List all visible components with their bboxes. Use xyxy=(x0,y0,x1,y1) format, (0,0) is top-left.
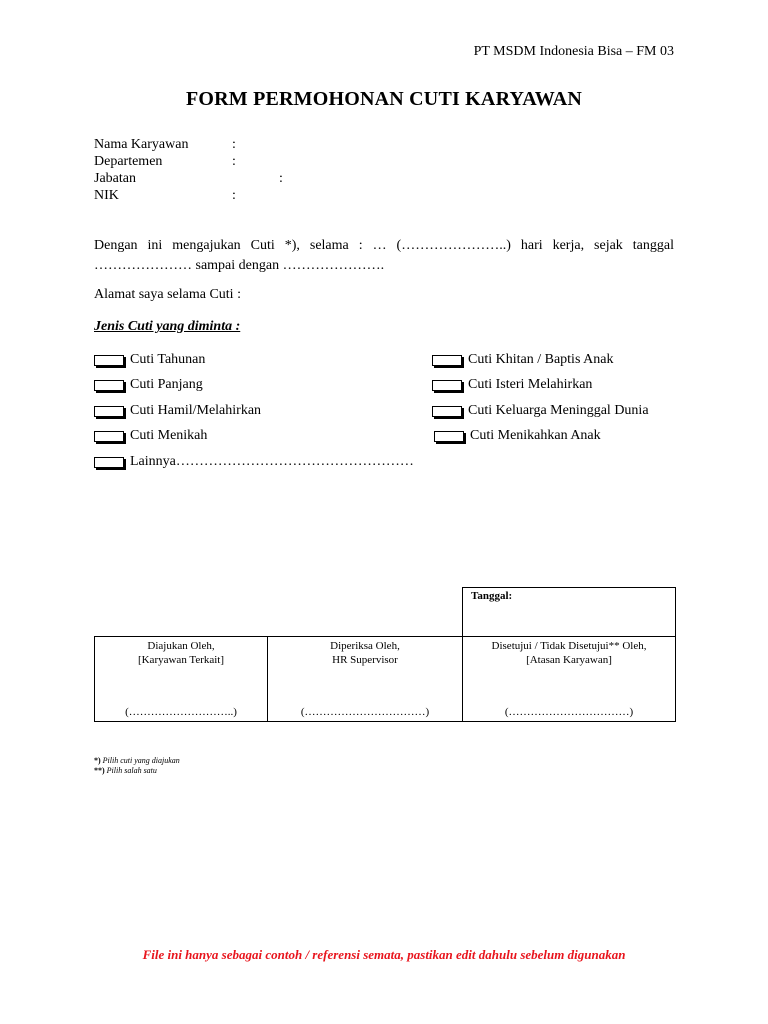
footnote-text: Pilih cuti yang diajukan xyxy=(102,756,180,765)
checkbox[interactable] xyxy=(94,457,124,468)
checkbox[interactable] xyxy=(94,431,124,442)
leave-option-cuti-isteri-melahirkan[interactable] xyxy=(432,377,592,393)
field-nama-karyawan-colon: : xyxy=(232,137,236,152)
leave-option-label: Cuti Hamil/Melahirkan xyxy=(130,403,262,418)
footnote-1 xyxy=(94,756,180,765)
signature-cell-disetujui[interactable] xyxy=(463,637,675,721)
checkbox[interactable] xyxy=(432,380,462,391)
field-departemen-label: Departemen xyxy=(94,154,163,169)
leave-option-label: Cuti Tahunan xyxy=(130,352,206,367)
signature-line: (……………………………) xyxy=(300,706,430,718)
footnote-2 xyxy=(94,766,157,775)
field-nama-karyawan-label: Nama Karyawan xyxy=(94,137,189,152)
signature-table xyxy=(94,636,676,722)
checkbox[interactable] xyxy=(94,380,124,391)
leave-option-cuti-tahunan[interactable] xyxy=(94,352,205,368)
checkbox[interactable] xyxy=(434,431,464,442)
leave-option-cuti-hamil[interactable] xyxy=(94,403,261,419)
leave-option-cuti-khitan[interactable] xyxy=(432,352,613,368)
checkbox[interactable] xyxy=(432,355,462,366)
field-jabatan-colon: : xyxy=(279,171,283,186)
checkbox[interactable] xyxy=(432,406,462,417)
signature-subrole: [Atasan Karyawan] xyxy=(526,654,612,666)
signature-line: (……………………………) xyxy=(504,706,634,718)
disclaimer-text: File ini hanya sebagai contoh / referensi semata, pastikan edit dahulu sebelum digunakan xyxy=(142,947,626,962)
leave-option-cuti-menikah[interactable] xyxy=(94,428,207,444)
leave-option-cuti-panjang[interactable] xyxy=(94,377,203,393)
form-title: FORM PERMOHONAN CUTI KARYAWAN xyxy=(185,88,583,110)
leave-type-heading: Jenis Cuti yang diminta : xyxy=(94,319,241,334)
leave-option-label: Cuti Panjang xyxy=(130,377,203,392)
field-nik-label: NIK xyxy=(94,188,119,203)
leave-option-label: Cuti Keluarga Meninggal Dunia xyxy=(468,403,649,418)
footnote-text: Pilih salah satu xyxy=(106,766,157,775)
leave-option-label: Lainnya…………………………………………… xyxy=(130,454,414,469)
signature-subrole: HR Supervisor xyxy=(332,654,398,666)
signature-role: Diperiksa Oleh, xyxy=(330,640,400,652)
checkbox[interactable] xyxy=(94,355,124,366)
leave-duration-paragraph: Dengan ini mengajukan Cuti *), selama : … (…………………..) hari kerja, sejak tanggal ………………… sampai dengan …………………. xyxy=(94,238,674,273)
tanggal-label: Tanggal: xyxy=(471,590,513,602)
leave-option-label: Cuti Menikah xyxy=(130,428,208,443)
field-nik-colon: : xyxy=(232,188,236,203)
leave-option-label: Cuti Khitan / Baptis Anak xyxy=(468,352,614,367)
footnote-mark: **) xyxy=(94,766,105,775)
field-departemen-colon: : xyxy=(232,154,236,169)
signature-cell-diajukan[interactable] xyxy=(95,637,268,721)
signature-line: (………………………..) xyxy=(125,706,237,718)
leave-option-cuti-menikahkan-anak[interactable] xyxy=(434,428,601,444)
signature-role: Diajukan Oleh, xyxy=(147,640,215,652)
leave-option-label: Cuti Menikahkan Anak xyxy=(470,428,601,443)
form-code: PT MSDM Indonesia Bisa – FM 03 xyxy=(473,44,674,59)
leave-option-lainnya[interactable] xyxy=(94,454,414,470)
footnote-mark: *) xyxy=(94,756,101,765)
signature-cell-diperiksa[interactable] xyxy=(268,637,463,721)
signature-subrole: [Karyawan Terkait] xyxy=(137,654,225,666)
checkbox[interactable] xyxy=(94,406,124,417)
field-jabatan-label: Jabatan xyxy=(94,171,136,186)
address-during-leave-label: Alamat saya selama Cuti : xyxy=(94,287,241,302)
tanggal-box[interactable] xyxy=(462,587,676,637)
leave-option-label: Cuti Isteri Melahirkan xyxy=(468,377,593,392)
signature-role: Disetujui / Tidak Disetujui** Oleh, xyxy=(491,640,647,652)
leave-option-cuti-keluarga-meninggal[interactable] xyxy=(432,403,649,419)
